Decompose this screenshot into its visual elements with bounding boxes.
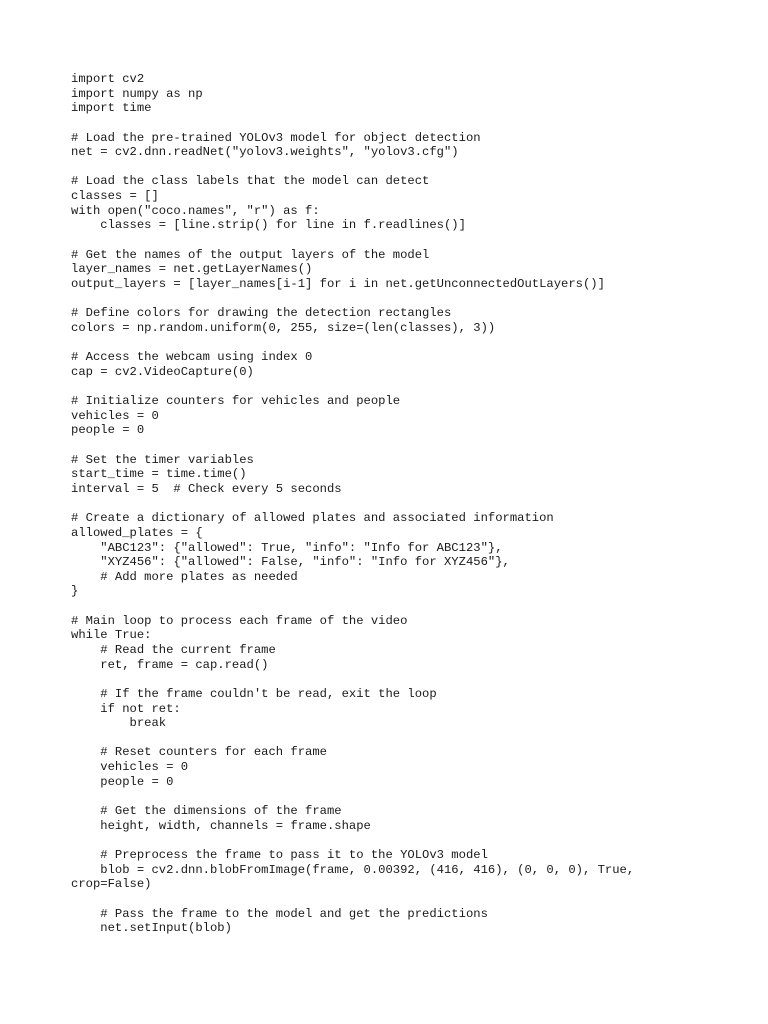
code-line [71,672,731,687]
code-line [71,160,731,175]
code-line: net.setInput(blob) [71,921,232,936]
code-line: # Preprocess the frame to pass it to the YOLOv3 model [71,847,488,862]
code-line: # Initialize counters for vehicles and people [71,394,401,409]
code-line: classes = [] [71,189,159,204]
code-line [71,379,731,394]
code-line: allowed_plates = { [71,525,203,540]
code-line: # Access the webcam using index 0 [71,350,313,365]
code-line: height, width, channels = frame.shape [71,818,371,833]
code-line: # Load the class labels that the model can detect [71,174,430,189]
code-line: # Add more plates as needed [71,569,298,584]
code-line: with open("coco.names", "r") as f: [71,203,320,218]
code-line: ret, frame = cap.read() [71,657,269,672]
code-line: # Main loop to process each frame of the video [71,613,408,628]
code-line: output_layers = [layer_names[i-1] for i in net.getUnconnectedOutLayers()] [71,276,605,291]
code-line: "XYZ456": {"allowed": False, "info": "Info for XYZ456"}, [71,555,510,570]
code-line: import cv2 [71,72,145,86]
code-line: while True: [71,628,152,643]
code-line: people = 0 [71,774,174,789]
code-line: "ABC123": {"allowed": True, "info": "Info for ABC123"}, [71,540,503,555]
code-line: # Get the names of the output layers of the model [71,247,430,262]
code-line [71,116,731,131]
code-listing [71,72,731,936]
code-line: # Define colors for drawing the detection rectangles [71,306,452,321]
code-line: cap = cv2.VideoCapture(0) [71,364,254,379]
code-line: # Read the current frame [71,642,276,657]
code-line: # Create a dictionary of allowed plates and associated information [71,511,554,526]
code-line: vehicles = 0 [71,408,159,423]
code-line [71,497,731,512]
code-line: colors = np.random.uniform(0, 255, size=(len(classes), 3)) [71,320,496,335]
code-line [71,789,731,804]
code-line: import numpy as np [71,86,203,101]
code-line: if not ret: [71,701,181,716]
code-line: import time [71,101,152,116]
code-line: # Reset counters for each frame [71,745,327,760]
code-line: blob = cv2.dnn.blobFromImage(frame, 0.00392, (416, 416), (0, 0, 0), True, [71,862,635,877]
code-line [71,438,731,453]
code-line: layer_names = net.getLayerNames() [71,262,313,277]
code-line [71,599,731,614]
code-line: # Load the pre-trained YOLOv3 model for object detection [71,130,481,145]
code-line: vehicles = 0 [71,760,189,775]
code-line: # If the frame couldn't be read, exit the loop [71,686,437,701]
code-line: break [71,716,167,731]
code-line [71,731,731,746]
code-line: classes = [line.strip() for line in f.readlines()] [71,218,466,233]
code-line [71,292,731,307]
code-line [71,336,731,351]
code-line [71,892,731,907]
code-line: start_time = time.time() [71,467,247,482]
code-line: # Pass the frame to the model and get the predictions [71,906,488,921]
code-line: interval = 5 # Check every 5 seconds [71,481,342,496]
code-line: net = cv2.dnn.readNet("yolov3.weights", "yolov3.cfg") [71,145,459,160]
code-line: crop=False) [71,877,152,892]
code-line: # Get the dimensions of the frame [71,804,342,819]
code-line: # Set the timer variables [71,452,254,467]
code-line: } [71,584,79,599]
code-line [71,233,731,248]
code-line [71,833,731,848]
code-line: people = 0 [71,423,145,438]
